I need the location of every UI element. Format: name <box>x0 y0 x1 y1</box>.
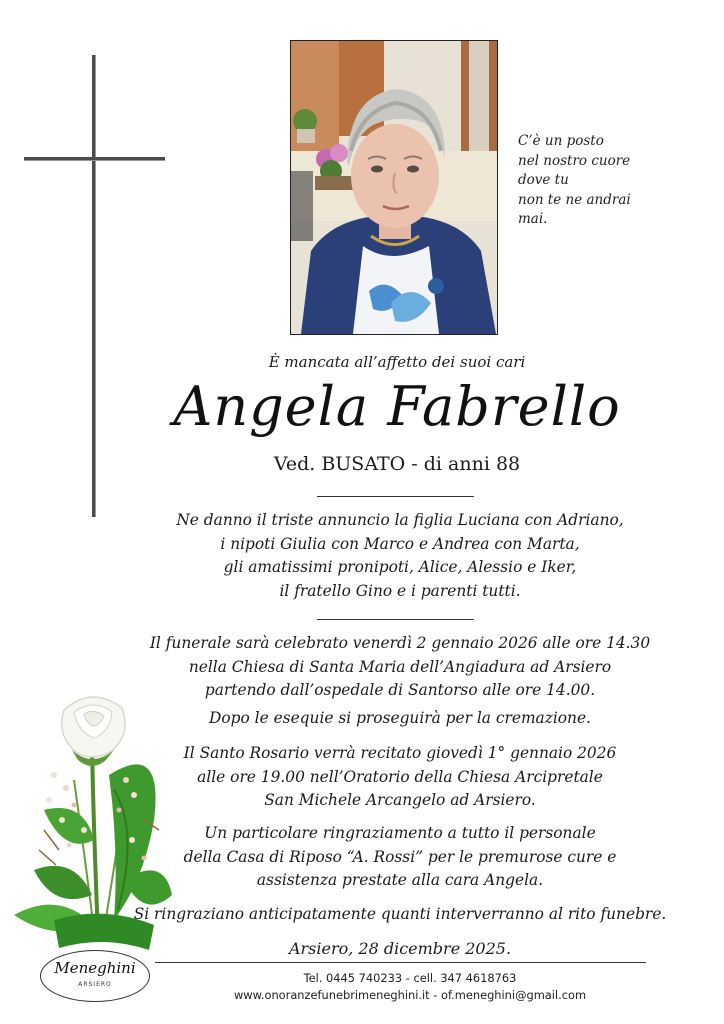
announcement-block <box>100 509 700 603</box>
thanks-line: assistenza prestate alla cara Angela. <box>256 871 544 890</box>
funeral-line: partendo dall’ospedale di Santorso alle ore 14.00. <box>204 681 596 700</box>
announcement-line: gli amatissimi pronipoti, Alice, Alessio e Iker, <box>223 558 577 577</box>
funeral-line: Il funerale sarà celebrato venerdì 2 gennaio 2026 alle ore 14.30 <box>149 634 651 652</box>
quote-line: C’è un posto <box>518 133 604 149</box>
contact-web-email: www.onoranzefunebrimeneghini.it - of.meneghini@gmail.com <box>233 988 587 1002</box>
portrait-photo <box>290 40 498 335</box>
announcement-line: Ne danno il triste annuncio la figlia Luciana con Adriano, <box>176 511 624 529</box>
deceased-name: Angela Fabrello <box>173 375 621 438</box>
thanks-line: della Casa di Riposo “A. Rossi” per le premurose cure e <box>183 847 617 866</box>
divider-top <box>317 496 474 497</box>
rosary-line: alle ore 19.00 nell’Oratorio della Chiesa Arcipretale <box>197 767 603 786</box>
cross-vertical-bar <box>92 55 95 517</box>
intro-line: È mancata all’affetto dei suoi cari <box>268 353 526 371</box>
white-rose-illustration <box>14 680 174 955</box>
rosary-line: Il Santo Rosario verrà recitato giovedì 1° gennaio 2026 <box>183 744 617 762</box>
announcement-line: i nipoti Giulia con Marco e Andrea con Marta, <box>220 534 580 553</box>
memorial-quote <box>518 132 638 230</box>
funeral-line: nella Chiesa di Santa Maria dell’Angiadura ad Arsiero <box>188 657 612 676</box>
logo-name: Meneghini <box>54 959 136 977</box>
thanks-block <box>100 822 700 893</box>
deceased-details: Ved. BUSATO - di anni 88 <box>273 453 521 475</box>
rosary-block <box>100 742 700 813</box>
quote-line: nel nostro cuore <box>518 152 631 169</box>
funeral-home-logo <box>40 950 150 1002</box>
quote-line: mai. <box>518 211 548 228</box>
cremation-line: Dopo le esequie si proseguirà per la cremazione. <box>209 709 591 727</box>
cremation-block <box>100 707 700 731</box>
funeral-block <box>100 632 700 703</box>
place-date-line: Arsiero, 28 dicembre 2025. <box>288 939 512 958</box>
quote-line: dove tu <box>518 172 569 189</box>
portrait-illustration <box>291 41 497 334</box>
announcement-line: il fratello Gino e i parenti tutti. <box>279 581 521 600</box>
thanks-line: Un particolare ringraziamento a tutto il personale <box>204 824 596 842</box>
footer-divider <box>155 962 646 963</box>
rosary-line: San Michele Arcangelo ad Arsiero. <box>264 791 536 810</box>
quote-line: non te ne andrai <box>518 191 631 208</box>
closing-thanks-line: Si ringraziano anticipatamente quanti interverranno al rito funebre. <box>133 905 667 923</box>
place-date <box>100 937 700 961</box>
cross-horizontal-bar <box>24 157 165 160</box>
contact-phones: Tel. 0445 740233 - cell. 347 4618763 <box>303 971 517 985</box>
logo-subtitle: ARSIERO <box>78 981 112 988</box>
closing-thanks <box>100 903 700 927</box>
divider-middle <box>317 619 474 620</box>
